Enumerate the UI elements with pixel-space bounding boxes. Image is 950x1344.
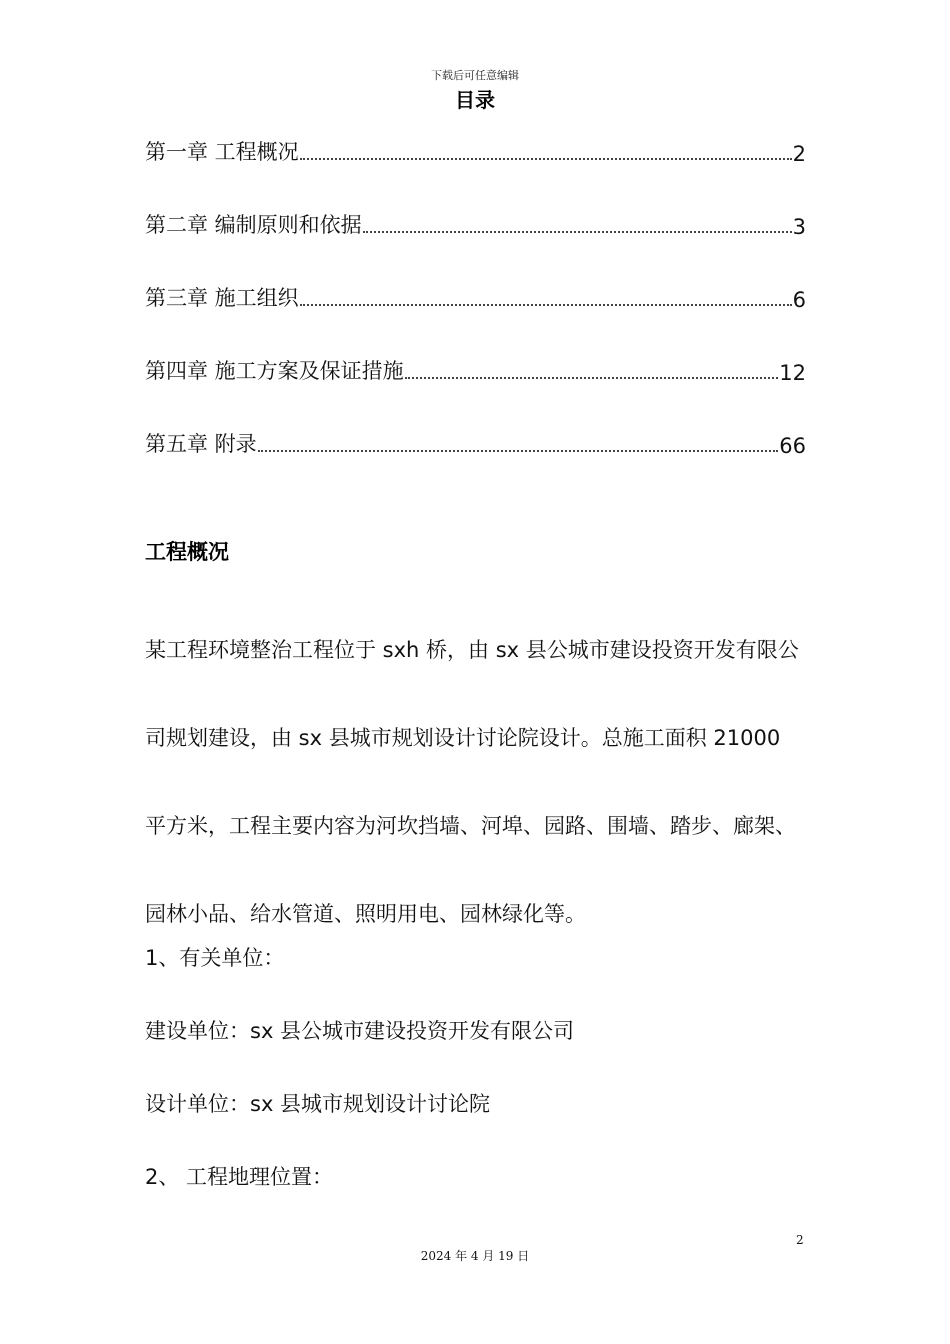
page-number: 2 <box>796 1233 804 1247</box>
header-note: 下载后可任意编辑 <box>431 69 519 82</box>
toc-entry-label: 第三章 施工组织 <box>145 286 299 310</box>
toc-leader-dots <box>363 231 792 233</box>
toc-entry-chapter-1[interactable] <box>145 136 806 166</box>
toc-entry-chapter-4[interactable] <box>145 355 806 385</box>
toc-entry-label: 第四章 施工方案及保证措施 <box>145 359 404 383</box>
toc-leader-dots <box>300 158 792 160</box>
toc-entry-chapter-5[interactable] <box>145 428 806 458</box>
toc-title: 目录 <box>455 88 495 112</box>
toc-leader-dots <box>405 377 779 379</box>
toc-entry-page: 6 <box>792 288 806 312</box>
toc-entry-chapter-2[interactable] <box>145 209 806 239</box>
toc-entry-page: 12 <box>779 361 806 385</box>
list-item-related-units: 1、有关单位： <box>145 946 285 970</box>
section-heading: 工程概况 <box>145 540 229 564</box>
toc-entry-label: 第二章 编制原则和依据 <box>145 213 362 237</box>
toc-leader-dots <box>258 450 779 452</box>
toc-entry-page: 2 <box>792 142 806 166</box>
design-unit-line: 设计单位：sx 县城市规划设计讨论院 <box>145 1092 491 1116</box>
construction-unit-line: 建设单位：sx 县公城市建设投资开发有限公司 <box>145 1019 575 1043</box>
table-of-contents <box>145 136 806 501</box>
toc-entry-chapter-3[interactable] <box>145 282 806 312</box>
toc-entry-label: 第一章 工程概况 <box>145 140 299 164</box>
toc-entry-label: 第五章 附录 <box>145 432 257 456</box>
list-item-geographic-location: 2、 工程地理位置： <box>145 1165 334 1189</box>
toc-entry-page: 66 <box>779 434 806 458</box>
overview-paragraph: 某工程环境整治工程位于 sxh 桥，由 sx 县公城市建设投资开发有限公司规划建设，由 sx 县城市规划设计讨论院设计。总施工面积 21000 平方米，工程主要内容为河坎挡墙、河埠、园路、围墙、踏步、廊架、园林小品、给水管道、照明用电、园林绿化等。 <box>145 638 799 926</box>
footer-date: 2024 年 4 月 19 日 <box>420 1249 530 1263</box>
toc-leader-dots <box>300 304 792 306</box>
toc-entry-page: 3 <box>792 215 806 239</box>
